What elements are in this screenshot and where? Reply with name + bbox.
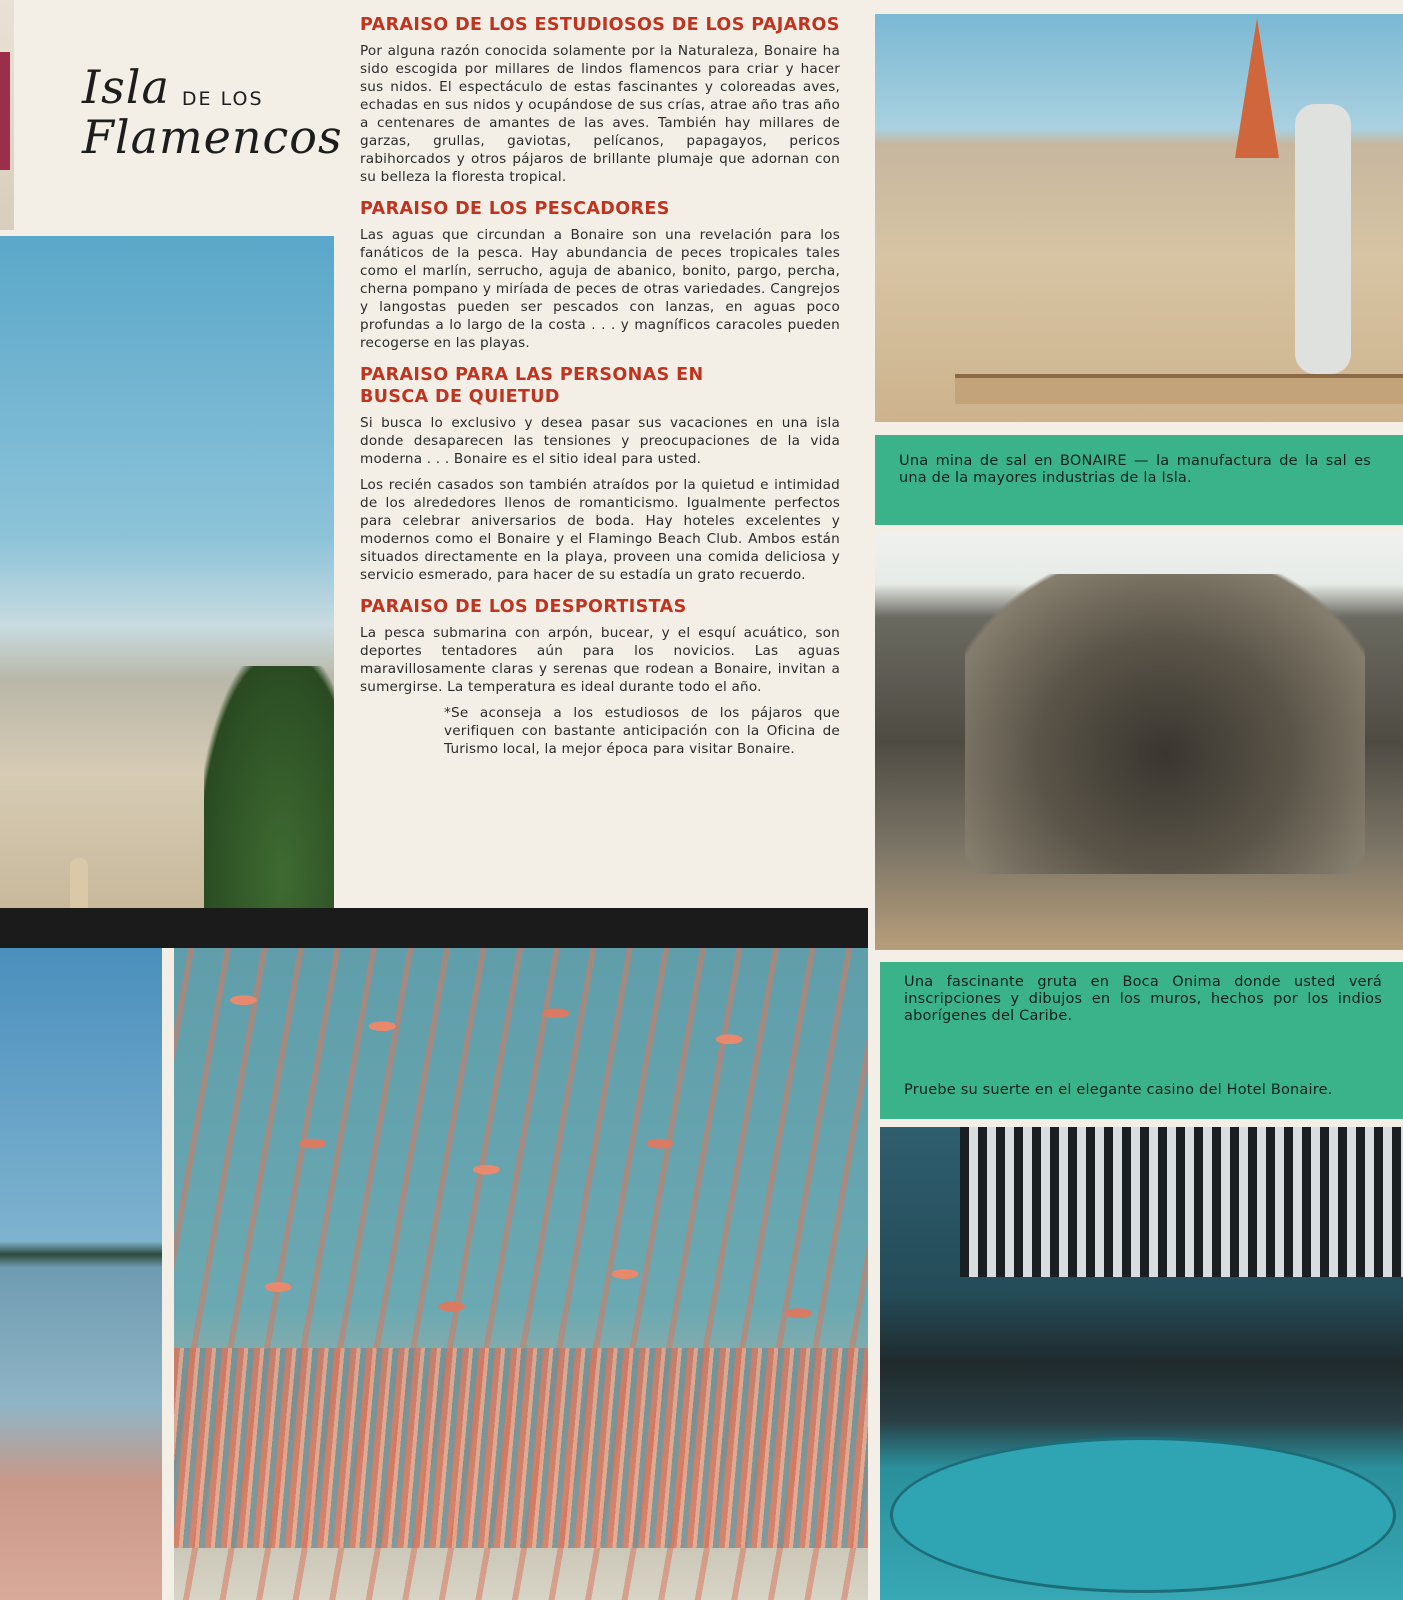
sea-shore-photo — [0, 948, 162, 1600]
man-in-hat-figure — [1295, 104, 1351, 374]
title-word-flamencos: Flamencos — [82, 110, 343, 164]
brochure-title — [82, 60, 343, 164]
salt-mine-caption: Una mina de sal en BONAIRE — la manufactura de la sal es una de la mayores industrias de la Isla. — [899, 453, 1371, 486]
title-word-isla: Isla — [82, 60, 170, 114]
cave-photo — [875, 534, 1403, 950]
section-body-quiet-2: Los recién casados son también atraídos por la quietud e intimidad de los alrededores llenos de romanticismo. Igualmente perfectos para celebrar aniversarios de boda. Hay hoteles excelentes y modernos como el Bonaire y el Flamingo Beach Club. Ambos están situados directamente en la playa, proveen una comida deliciosa y servicio esmerado, para hacer de su estadía un grato recuerdo. — [360, 477, 840, 583]
shell-collector-figure — [70, 858, 88, 908]
title-de-los: DE LOS — [181, 87, 264, 110]
section-heading-birds: PARAISO DE LOS ESTUDIOSOS DE LOS PAJAROS — [360, 15, 840, 35]
section-body-quiet-1: Si busca lo exclusivo y desea pasar sus vacaciones en una isla donde desaparecen las tensiones y preocupaciones de la vida moderna . . . Bonaire es el sitio ideal para usted. — [360, 415, 840, 467]
black-divider-band — [0, 908, 868, 948]
adjacent-page-edge — [0, 52, 10, 170]
flamingo-flock-ground — [174, 1348, 868, 1548]
cave-caption: Una fascinante gruta en Boca Onima donde usted verá inscripciones y dibujos en los muros, hechos por los indios aborígenes del Caribe. — [904, 974, 1382, 1024]
salt-mine-caption-box — [875, 435, 1403, 525]
beach-photo — [0, 236, 334, 908]
page-edge-strip — [0, 0, 14, 230]
boca-onima-rock — [965, 574, 1365, 874]
casino-photo — [880, 1127, 1403, 1600]
section-body-birds: Por alguna razón conocida solamente por la Naturaleza, Bonaire ha sido escogida por millares de lindos flamencos para criar y hacer sus nidos. El espectáculo de estas fascinantes y coloreadas aves, echadas en sus nidos y ocupándose de sus crías, atrae año tras año a centenares de amantes de las aves. También hay millares de garzas, grullas, gaviotas, pelícanos, papagayos, pericos rabihorcados y otros pájaros de brillante plumaje que adornan con su belleza la floresta tropical. — [360, 43, 840, 185]
birdwatcher-footnote: *Se aconseja a los estudiosos de los pájaros que verifiquen con bastante anticipación con la Oficina de Turismo local, la mejor época para visitar Bonaire. — [444, 705, 840, 757]
mangrove-bush — [204, 666, 334, 908]
striped-curtain — [960, 1127, 1403, 1277]
article-text-column — [360, 14, 840, 770]
salt-obelisk — [1235, 18, 1279, 158]
roulette-table — [890, 1437, 1396, 1593]
section-heading-fishermen: PARAISO DE LOS PESCADORES — [360, 199, 670, 219]
flamingo-flock-photo — [174, 948, 868, 1600]
salt-mine-photo — [875, 14, 1403, 422]
casino-caption: Pruebe su suerte en el elegante casino del Hotel Bonaire. — [904, 1082, 1333, 1098]
section-body-sports: La pesca submarina con arpón, bucear, y el esquí acuático, son deportes tentadores aún para los novicios. Las aguas maravillosamente claras y serenas que rodean a Bonaire, invitan a sumergirse. La temperatura es ideal durante todo el año. — [360, 625, 840, 695]
section-heading-quiet: PARAISO PARA LAS PERSONAS EN BUSCA DE QUIETUD — [360, 365, 704, 407]
section-body-fishermen: Las aguas que circundan a Bonaire son una revelación para los fanáticos de la pesca. Hay abundancia de peces tropicales tales como el marlín, serrucho, aguja de abanico, bonito, pargo, percha, cherna pompano y miríada de peces de otras variedades. Cangrejos y langostas pueden ser pescados con lanzas, en aguas poco profundas a lo largo de la costa . . . y magníficos caracoles pueden recogerse en las playas. — [360, 227, 840, 351]
cave-casino-caption-box — [880, 962, 1403, 1119]
wooden-fence — [955, 374, 1403, 404]
section-heading-sports: PARAISO DE LOS DESPORTISTAS — [360, 597, 687, 617]
